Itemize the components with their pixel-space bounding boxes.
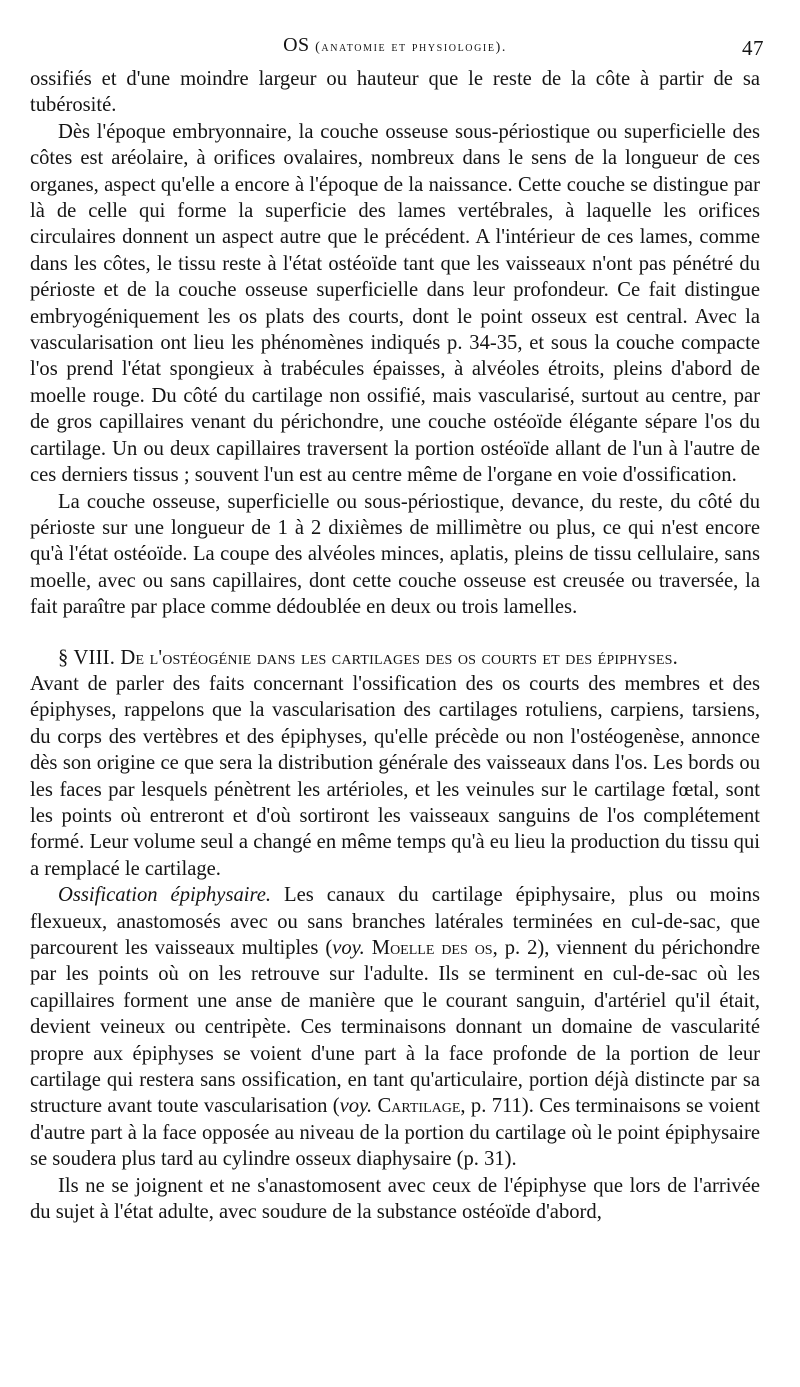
subsection-title: Ossification épiphysaire. — [58, 884, 272, 907]
reference-moelle: Moelle des os — [364, 937, 493, 959]
running-head — [30, 30, 764, 66]
section-heading — [30, 645, 760, 671]
epiphyseal-text-part2: , p. 2), viennent du périchondre par les points où on les retrouve sur l'adulte. Ils se terminent en cul-de-sac où les capillaires forment une anse de manière que le courant sanguin, d'artériel qu'il était, devient veineux ou centripète. Ces terminaisons donnant un domaine de vascularité propre aux épiphyses se voient d'une part à la face profonde de la portion de leur cartilage qui restera sans ossification, en tant qu'articulaire, portion déjà distincte par sa structure avant toute vascularisation ( — [30, 937, 761, 1118]
paragraph-periosteal-layer: La couche osseuse, superficielle ou sous-périostique, devance, du reste, du côté du périoste sur une longueur de 1 à 2 dixièmes de millimètre ou plus, ce qui n'est encore qu'à l'état ostéoïde. La coupe des alvéoles minces, aplatis, pleins de tissu cellulaire, sans moelle, avec ou sans capillaires, dont cette couche osseuse est creusée ou traversée, la fait paraître par place comme dédoublée en deux ou trois lamelles. — [30, 490, 760, 619]
paragraph-embryonic-layer: Dès l'époque embryonnaire, la couche osseuse sous-périostique ou superficielle des côtes est aréolaire, à orifices ovalaires, nombreux dans le sens de la longueur de ces organes, aspect qu'elle a encore à l'époque de la naissance. Cette couche se distingue par là de celle qui forme la superficie des lames vertébrales, à laquelle les orifices circulaires donnent un aspect autre que le précédent. A l'intérieur de ces lames, comme dans les côtes, le tissu reste à l'état ostéoïde tant que les vaisseaux n'ont pas pénétré du périoste et de la couche osseuse superficielle dans leur profondeur. Ce fait distingue embryogéniquement les os plats des courts, dont le point osseux est central. Avec la vascularisation ont lieu les phénomènes indiqués p. 34-35, et sous la couche compacte l'os prend l'état spongieux à trabécules épaisses, à alvéoles étroits, pleins d'abord de moelle rouge. Du côté du cartilage non ossifié, mais vascularisé, surtout au centre, par de gros capillaires venant du périchondre, une couche ostéoïde élégante sépare l'os du cartilage. Un ou deux capillaires traversent la portion ostéoïde allant de l'un à l'autre de ces derniers tissus ; souvent l'un est au centre même de l'organe en voie d'ossification. — [30, 120, 760, 487]
section-heading-text: § VIII. De l'ostéogénie dans les cartilages des os courts et des épiphyses. — [58, 646, 678, 669]
reference-voy-2: voy. — [339, 1095, 373, 1118]
running-title — [30, 34, 760, 57]
page — [30, 30, 764, 1225]
section-gap — [30, 621, 760, 645]
reference-voy-1: voy. — [332, 937, 365, 959]
page-number: 47 — [742, 36, 764, 60]
paragraph-last: Ils ne se joignent et ne s'anastomosent avec ceux de l'épiphyse que lors de l'arrivée du sujet à l'état adulte, avec soudure de la substance ostéoïde d'abord, — [30, 1174, 760, 1224]
epiphyseal-text-part3: , p. 711). Ces terminaisons se voient d'autre part à la face opposée au niveau de la portion du cartilage où le point épiphysaire se soudera plus tard au cylindre osseux diaphysaire (p. 31). — [30, 1095, 760, 1171]
body-text — [30, 66, 760, 1225]
running-title-sub: (anatomie et physiologie). — [315, 40, 507, 55]
paragraph-continuation: ossifiés et d'une moindre largeur ou hauteur que le reste de la côte à partir de sa tubérosité. — [30, 68, 760, 117]
epiphyseal-text-part1: Les canaux du cartilage épiphysaire, plus ou moins flexueux, anastomosés avec ou sans branches latérales terminées en cul-de-sac, que parcourent les vaisseaux multiples ( — [30, 884, 761, 959]
reference-cartilage: Cartilage — [372, 1095, 461, 1118]
paragraph-section-intro: Avant de parler des faits concernant l'ossification des os courts des membres et des épiphyses, rappelons que la vascularisation des cartilages rotuliens, carpiens, tarsiens, du corps des vertèbres et des épiphyses, qu'elle précède ou non l'ostéogenèse, annonce dès son origine ce que sera la distribution générale des vaisseaux dans l'os. Les bords ou les faces par lesquels pénètrent les artérioles, et les veinules sur le cartilage fœtal, sont les points où entreront et d'où sortiront les vaisseaux sanguins de l'os complétement formé. Leur volume seul a changé en même temps qu'à eu lieu la production du tissu qui a remplacé le cartilage. — [30, 672, 760, 880]
paragraph-epiphyseal-ossification — [30, 882, 760, 1172]
running-title-main: OS — [283, 34, 310, 56]
